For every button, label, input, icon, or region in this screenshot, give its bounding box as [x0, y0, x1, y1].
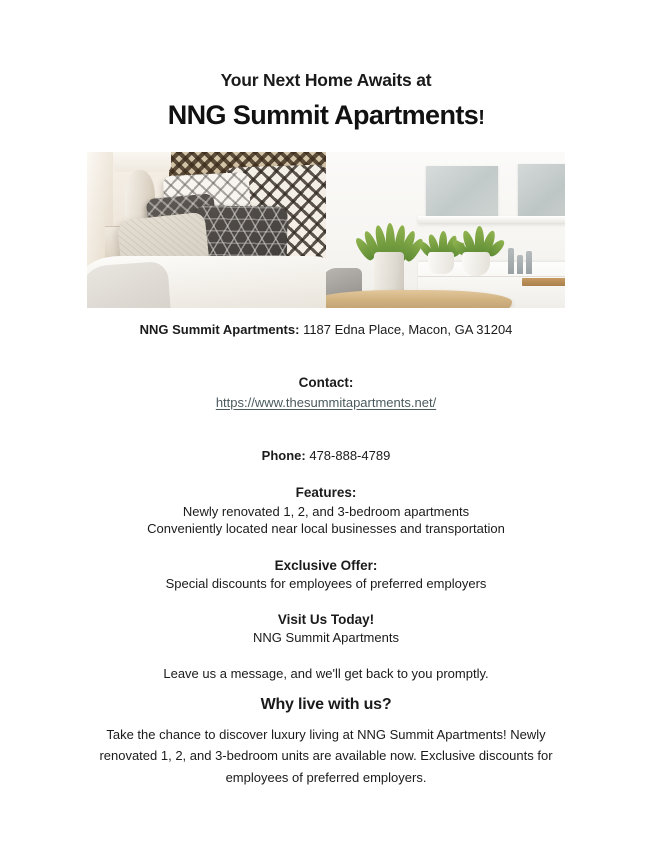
address-label: NNG Summit Apartments:: [139, 322, 300, 337]
small-pot-left: [428, 252, 454, 274]
features-item: Newly renovated 1, 2, and 3-bedroom apartments: [182, 504, 470, 519]
page-title: [0, 70, 652, 133]
round-wood-table: [326, 290, 512, 308]
contact-url-line: [0, 395, 652, 410]
offer-item: Special discounts for employees of preferred employers: [165, 576, 487, 591]
canvas-art-right: [518, 164, 565, 218]
title-main-text: NNG Summit Apartments: [167, 99, 479, 130]
console-edge: [418, 276, 565, 277]
title-line-2: [0, 98, 652, 133]
address-value: 1187 Edna Place, Macon, GA 31204: [299, 322, 513, 337]
photo-strip: [87, 152, 565, 308]
contact-heading: Contact:: [298, 375, 354, 390]
why-heading: Why live with us?: [260, 696, 392, 713]
message-line: Leave us a message, and we'll get back to you promptly.: [163, 666, 489, 681]
throw-blanket: [87, 261, 171, 308]
website-link[interactable]: https://www.thesummitapartments.net/: [215, 395, 437, 410]
lamp-shade: [113, 152, 171, 172]
visit-heading: Visit Us Today!: [277, 612, 375, 627]
visit-item: NNG Summit Apartments: [253, 630, 399, 645]
address-line: [0, 321, 652, 339]
phone-value: 478-888-4789: [305, 448, 391, 463]
wood-drawer-front: [522, 278, 565, 286]
phone-label: Phone:: [261, 448, 306, 463]
bedroom-pillows-photo: [87, 152, 326, 308]
small-pot-right: [462, 252, 490, 276]
living-room-plants-photo: [326, 152, 565, 308]
canvas-art-left: [426, 166, 498, 216]
small-plant-right: [454, 222, 502, 256]
offer-heading: Exclusive Offer:: [274, 558, 378, 573]
features-item: Conveniently located near local businesses and transportation: [147, 521, 505, 536]
title-exclamation: !: [478, 106, 485, 129]
candle-holders: [508, 248, 538, 274]
phone-line: [0, 448, 652, 463]
title-line-1: Your Next Home Awaits at: [220, 70, 432, 90]
why-paragraph: Take the chance to discover luxury living at NNG Summit Apartments! Newly renovated 1, 2, and 3-bedroom units are available now. Exclusive discounts for employees of preferred employers.: [99, 727, 553, 785]
features-heading: Features:: [295, 485, 357, 500]
